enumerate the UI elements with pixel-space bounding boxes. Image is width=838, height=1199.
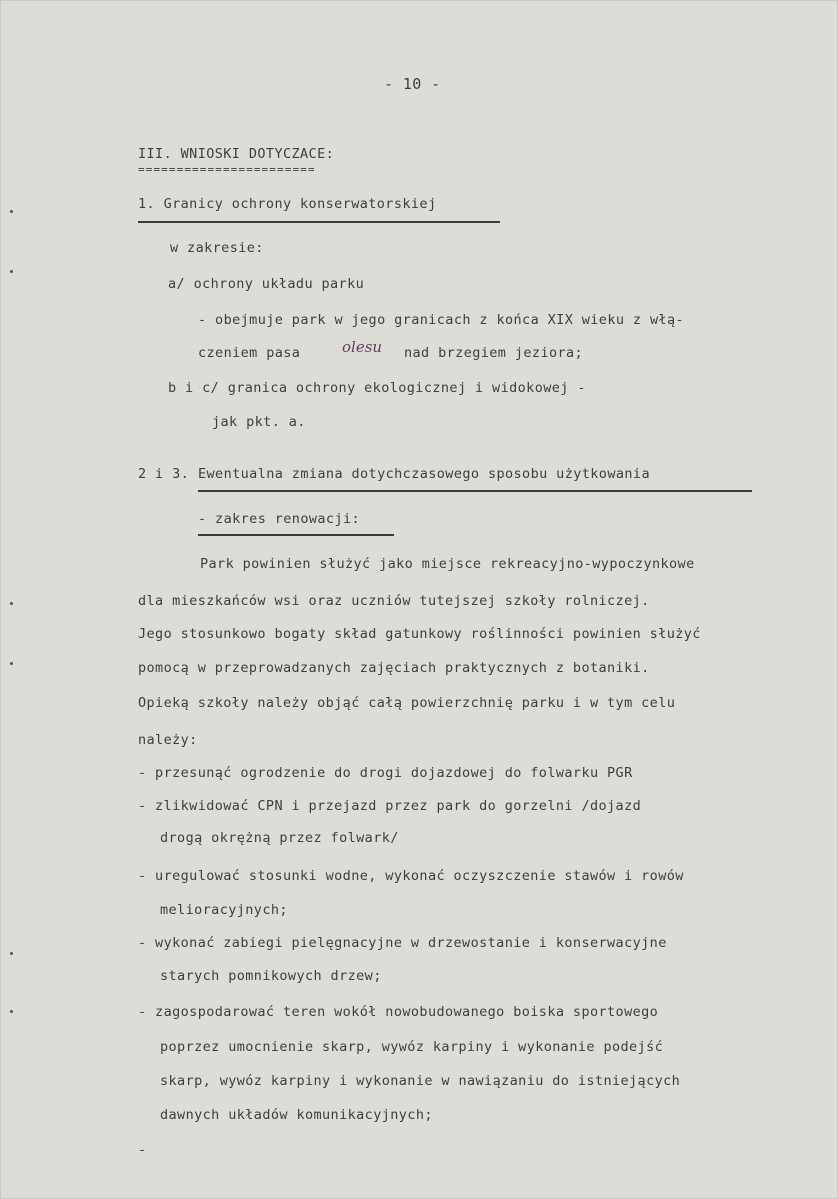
bullet-line: dawnych układów komunikacyjnych; xyxy=(160,1107,433,1123)
paragraph-line: Park powinien służyć jako miejsce rekreacyjno-wypoczynkowe xyxy=(200,556,695,572)
bullet-line: - uregulować stosunki wodne, wykonać oczyszczenie stawów i rowów xyxy=(138,868,684,884)
bullet-line: - przesunąć ogrodzenie do drogi dojazdowej do folwarku PGR xyxy=(138,765,633,781)
margin-mark xyxy=(10,270,13,273)
paragraph-line: Opieką szkoły należy objąć całą powierzchnię parku i w tym celu xyxy=(138,695,676,711)
bullet-line: melioracyjnych; xyxy=(160,902,288,918)
bullet-line: skarp, wywóz karpiny i wykonanie w nawiązaniu do istniejących xyxy=(160,1073,681,1089)
item1-title-underline xyxy=(138,221,500,223)
paragraph-line: pomocą w przeprowadzanych zajęciach praktycznych z botaniki. xyxy=(138,660,650,676)
margin-mark xyxy=(10,952,13,955)
item23-subtitle-underline xyxy=(198,534,394,536)
heading-rule: ======================= xyxy=(138,163,316,176)
margin-mark xyxy=(10,210,13,213)
bullet-line: starych pomnikowych drzew; xyxy=(160,968,382,984)
item23-title: Ewentualna zmiana dotychczasowego sposobu użytkowania xyxy=(198,466,650,482)
item1-scope: w zakresie: xyxy=(170,240,264,256)
item1-a: a/ ochrony układu parku xyxy=(168,276,365,292)
item1-a-detail-2b: nad brzegiem jeziora; xyxy=(404,345,584,361)
item1-a-detail-1: - obejmuje park w jego granicach z końca XIX wieku z włą- xyxy=(198,312,685,328)
handwritten-insertion: olesu xyxy=(342,338,383,356)
item1-a-detail-2a: czeniem pasa xyxy=(198,345,301,361)
item23-subtitle: - zakres renowacji: xyxy=(198,511,361,527)
bullet-line: drogą okrężną przez folwark/ xyxy=(160,830,399,846)
paragraph-line: należy: xyxy=(138,732,198,748)
item1-title: 1. Granicy ochrony konserwatorskiej xyxy=(138,196,437,212)
item23-title-underline xyxy=(198,490,752,492)
bullet-line: - xyxy=(138,1142,147,1158)
item1-bc-detail: jak pkt. a. xyxy=(212,414,306,430)
bullet-line: poprzez umocnienie skarp, wywóz karpiny i wykonanie podejść xyxy=(160,1039,664,1055)
bullet-line: - wykonać zabiegi pielęgnacyjne w drzewostanie i konserwacyjne xyxy=(138,935,667,951)
bullet-line: - zagospodarować teren wokół nowobudowanego boiska sportowego xyxy=(138,1004,659,1020)
paragraph-line: dla mieszkańców wsi oraz uczniów tutejszej szkoły rolniczej. xyxy=(138,593,650,609)
margin-mark xyxy=(10,1010,13,1013)
section-heading: III. WNIOSKI DOTYCZACE: xyxy=(138,146,335,162)
item1-bc: b i c/ granica ochrony ekologicznej i widokowej - xyxy=(168,380,586,396)
page-number: - 10 - xyxy=(384,75,441,93)
margin-mark xyxy=(10,662,13,665)
paragraph-line: Jego stosunkowo bogaty skład gatunkowy roślinności powinien służyć xyxy=(138,626,701,642)
bullet-line: - zlikwidować CPN i przejazd przez park do gorzelni /dojazd xyxy=(138,798,642,814)
margin-mark xyxy=(10,602,13,605)
item23-prefix: 2 i 3. xyxy=(138,466,190,482)
